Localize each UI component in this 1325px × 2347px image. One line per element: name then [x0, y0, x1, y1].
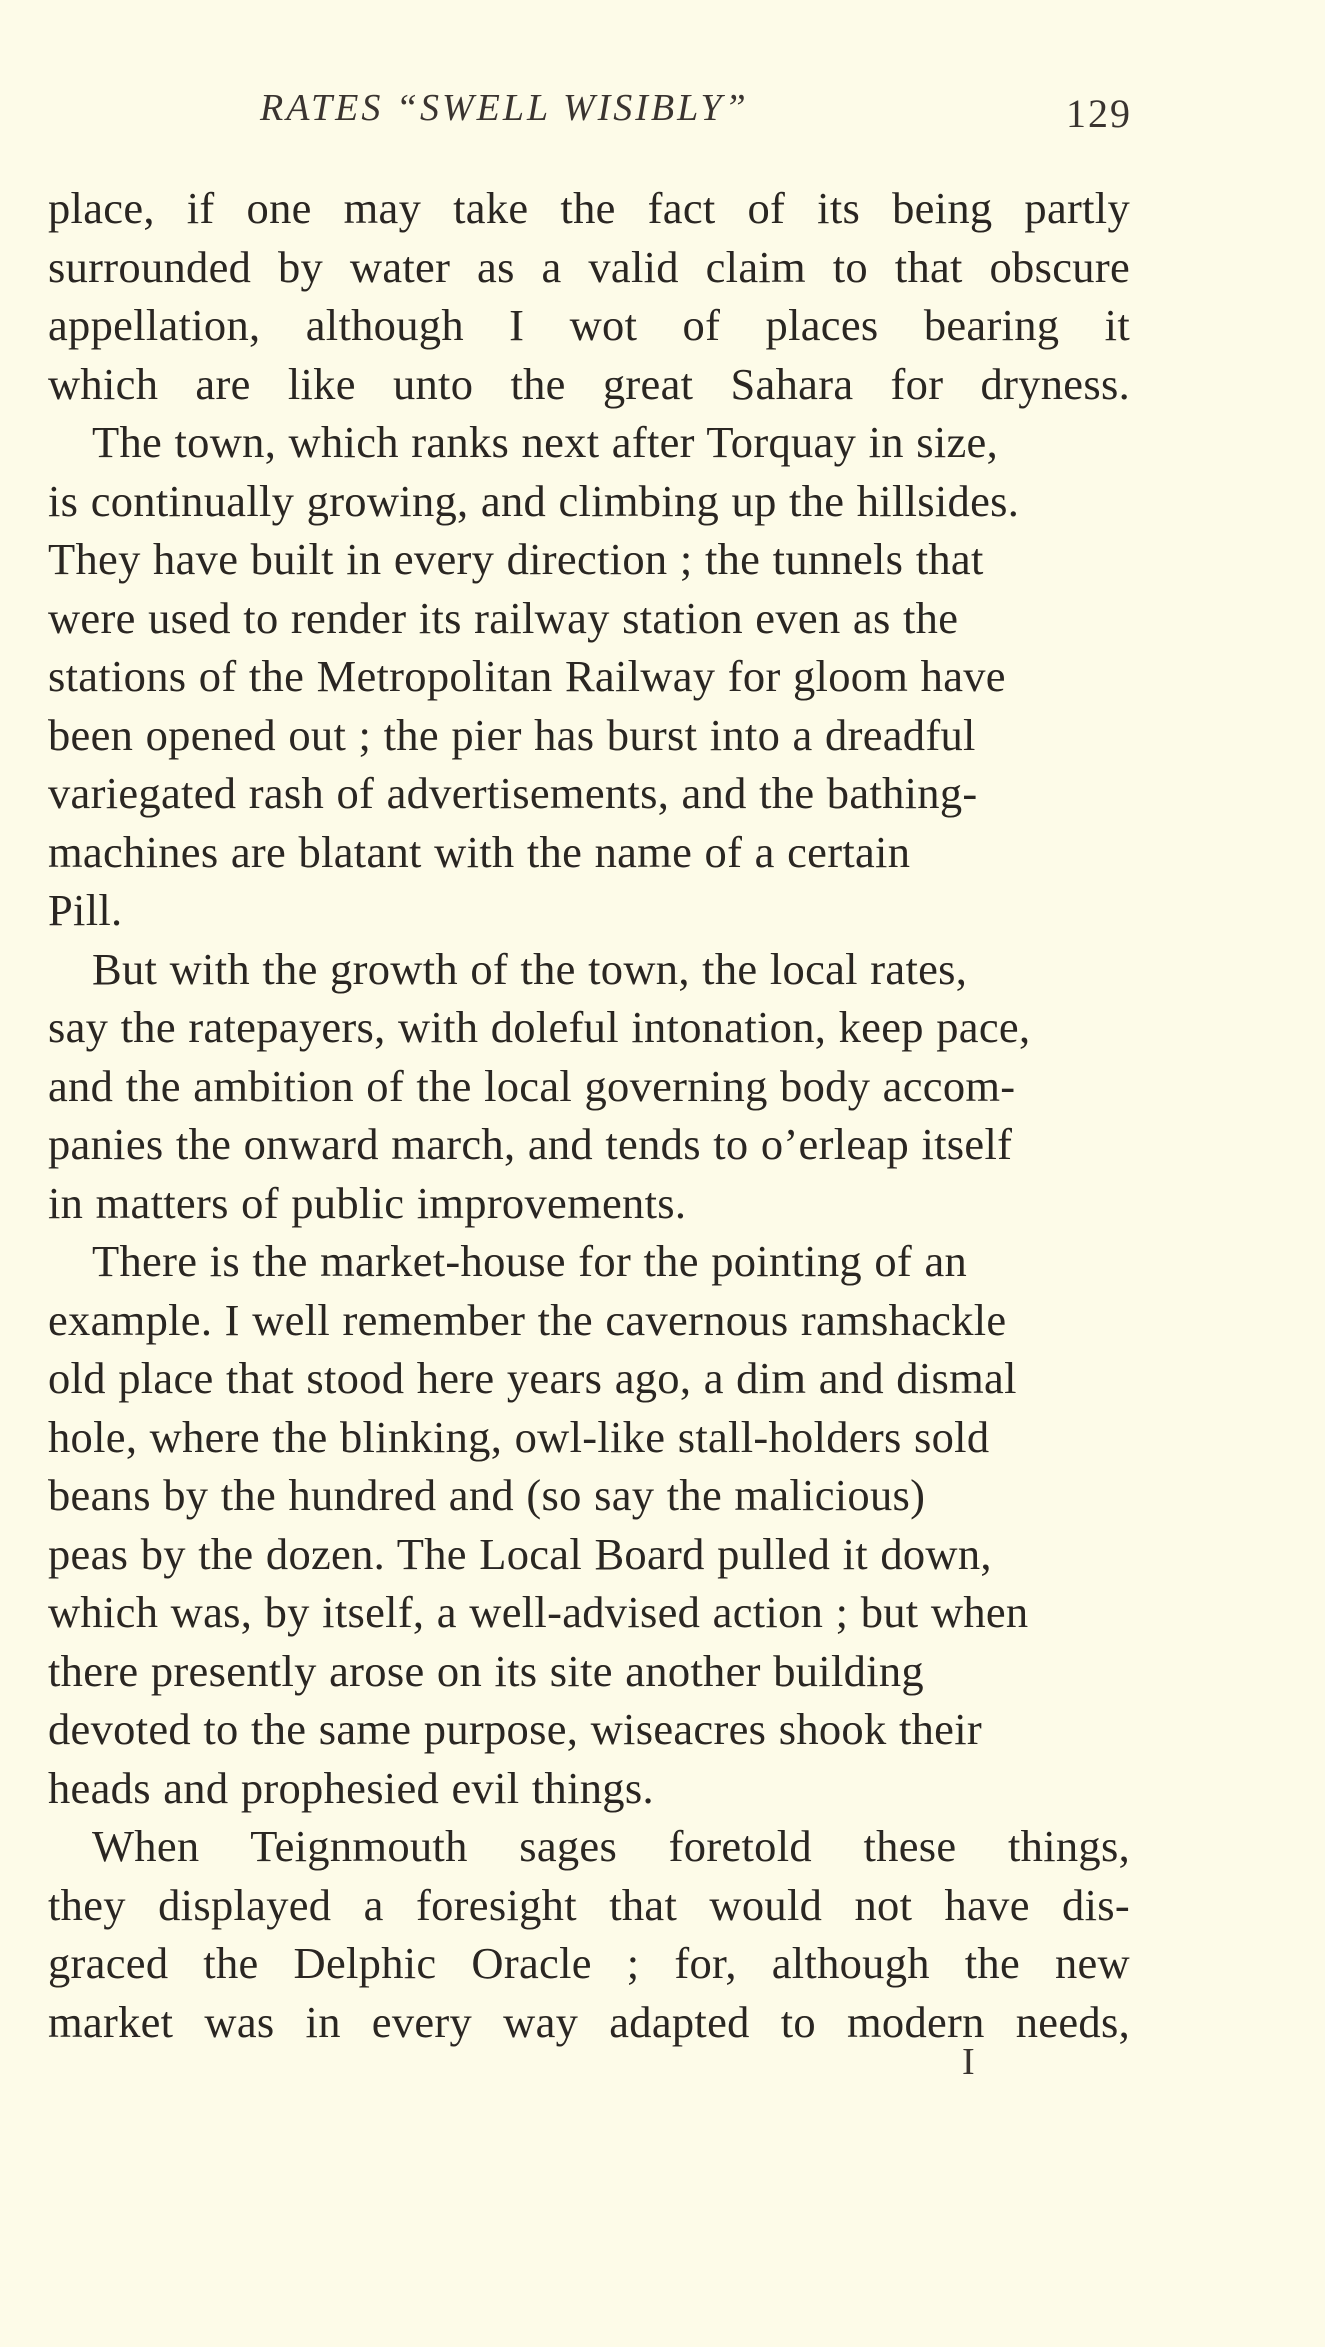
text-line: peas by the dozen. The Local Board pulled it down,: [48, 1528, 992, 1579]
paragraph-2: [48, 413, 1130, 940]
text-line: is continually growing, and climbing up the hillsides.: [48, 475, 1020, 526]
text-line: surrounded by water as a valid claim to that obscure: [48, 241, 1130, 292]
text-line: which are like unto the great Sahara for dryness.: [48, 358, 1130, 409]
text-line: which was, by itself, a well-advised action ; but when: [48, 1587, 1029, 1637]
page-number: 129: [1066, 91, 1132, 136]
body-text: [48, 179, 1130, 2051]
signature-mark: I: [962, 2041, 975, 2083]
text-line: and the ambition of the local governing body accom-: [48, 1060, 1016, 1111]
text-line: been opened out ; the pier has burst into a dreadful: [48, 709, 976, 760]
text-line: machines are blatant with the name of a certain: [48, 826, 911, 877]
text-line: heads and prophesied evil things.: [48, 1762, 654, 1813]
paragraph-5: [48, 1817, 1130, 2051]
text-line: They have built in every direction ; the tunnels that: [48, 534, 984, 584]
text-line: variegated rash of advertisements, and the bathing-: [48, 768, 978, 818]
text-line: were used to render its railway station even as the: [48, 592, 959, 643]
text-line: panies the onward march, and tends to o’erleap itself: [48, 1119, 1013, 1169]
text-line: Pill.: [48, 885, 123, 935]
text-line: place, if one may take the fact of its being partly: [48, 183, 1130, 233]
text-line: example. I well remember the cavernous ramshackle: [48, 1294, 1007, 1345]
paragraph-1: [48, 179, 1130, 413]
text-line: market was in every way adapted to modern needs,: [48, 1996, 1130, 2047]
paragraph-4: [48, 1232, 1130, 1817]
text-line: old place that stood here years ago, a dim and dismal: [48, 1353, 1017, 1403]
paragraph-3: [48, 940, 1130, 1233]
text-line: The town, which ranks next after Torquay in size,: [92, 417, 999, 467]
text-line: But with the growth of the town, the local rates,: [92, 943, 968, 994]
running-head: [48, 86, 1148, 146]
text-line: say the ratepayers, with doleful intonation, keep pace,: [48, 1002, 1031, 1052]
text-line: beans by the hundred and (so say the malicious): [48, 1470, 926, 1520]
text-line: devoted to the same purpose, wiseacres shook their: [48, 1704, 982, 1754]
text-line: graced the Delphic Oracle ; for, although the new: [48, 1938, 1130, 1988]
text-line: they displayed a foresight that would not have dis-: [48, 1879, 1130, 1930]
text-line: stations of the Metropolitan Railway for gloom have: [48, 651, 1006, 701]
running-title: RATES “SWELL WISIBLY”: [260, 87, 749, 129]
text-line: hole, where the blinking, owl-like stall-holders sold: [48, 1411, 990, 1462]
text-line: When Teignmouth sages foretold these things,: [92, 1821, 1130, 1871]
text-line: there presently arose on its site another building: [48, 1645, 924, 1696]
text-line: appellation, although I wot of places bearing it: [48, 300, 1130, 350]
text-line: There is the market-house for the pointing of an: [92, 1236, 968, 1286]
text-line: in matters of public improvements.: [48, 1177, 687, 1228]
